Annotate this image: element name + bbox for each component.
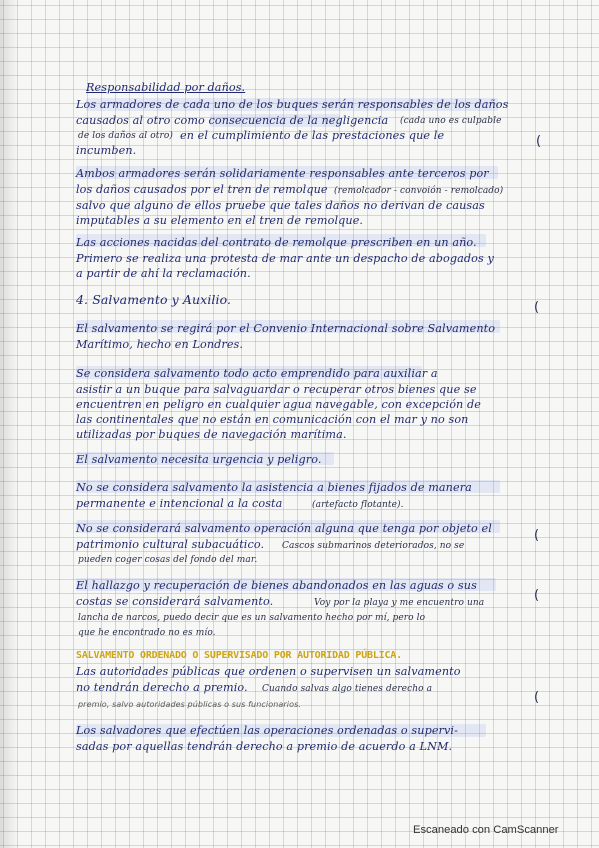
text-line: asistir a un buque para salvaguardar o recuperar otros bienes que se — [76, 383, 477, 396]
pen-annotation: que he encontrado no es mío. — [78, 628, 216, 638]
text-line: a partir de ahí la reclamación. — [76, 267, 251, 280]
text-line: El salvamento se regirá por el Convenio Internacional sobre Salvamento — [76, 322, 496, 335]
margin-bracket-mark: ( — [534, 528, 540, 543]
text-line: costas se considerará salvamento. — [76, 595, 274, 608]
pen-annotation: (cada uno es culpable — [400, 116, 502, 126]
text-line: no tendrán derecho a premio. — [76, 681, 248, 694]
text-line: No se considera salvamento la asistencia a bienes fijados de manera — [76, 481, 472, 494]
pen-annotation: Voy por la playa y me encuentro una — [314, 598, 485, 608]
text-line: las continentales que no están en comunicación con el mar y no son — [76, 413, 469, 426]
text-line: Las acciones nacidas del contrato de remolque prescriben en un año. — [76, 236, 477, 249]
text-line: Primero se realiza una protesta de mar ante un despacho de abogados y — [76, 252, 494, 265]
margin-bracket-mark: ( — [534, 690, 540, 705]
text-line: imputables a su elemento en el tren de remolque. — [76, 214, 364, 227]
text-line: salvo que alguno de ellos pruebe que tales daños no derivan de causas — [76, 199, 485, 212]
text-line: sadas por aquellas tendrán derecho a premio de acuerdo a LNM. — [76, 740, 453, 753]
text-line: Las autoridades públicas que ordenen o supervisen un salvamento — [76, 665, 461, 678]
text-line: Los salvadores que efectúen las operaciones ordenadas o supervi- — [76, 724, 458, 737]
margin-bracket-mark: ( — [536, 134, 542, 149]
text-line: Se considera salvamento todo acto emprendido para auxiliar a — [76, 367, 438, 380]
page-edge-shadow — [0, 0, 18, 848]
text-line: Marítimo, hecho en Londres. — [76, 338, 244, 351]
text-line: permanente e intencional a la costa — [76, 497, 283, 510]
margin-bracket-mark: ( — [534, 588, 540, 603]
pen-annotation: (artefacto flotante). — [312, 500, 404, 510]
scanner-watermark: Escaneado con CamScanner — [413, 824, 559, 836]
highlighted-heading: SALVAMENTO ORDENADO O SUPERVISADO POR AUTORIDAD PÚBLICA. — [76, 650, 402, 661]
pen-annotation: (remolcador - convoión - remolcado) — [334, 186, 504, 196]
text-line: El hallazgo y recuperación de bienes abandonados en las aguas o sus — [76, 579, 477, 592]
text-line: encuentren en peligro en cualquier agua navegable, con excepción de — [76, 398, 481, 411]
text-line: incumben. — [76, 144, 137, 157]
margin-bracket-mark: ( — [534, 300, 540, 315]
pen-annotation: Cuando salvas algo tienes derecho a — [262, 684, 433, 694]
text-line: El salvamento necesita urgencia y peligro. — [76, 453, 322, 466]
section-title: Responsabilidad por daños. — [86, 81, 246, 94]
text-line: en el cumplimiento de las prestaciones que le — [180, 129, 445, 142]
text-line: causados al otro como consecuencia de la negligencia — [76, 114, 389, 127]
text-line: Ambos armadores serán solidariamente responsables ante terceros por — [76, 167, 489, 180]
text-line: Los armadores de cada uno de los buques serán responsables de los daños — [76, 98, 509, 111]
pen-annotation: pueden coger cosas del fondo del mar. — [78, 555, 258, 565]
pen-annotation: lancha de narcos, puedo decir que es un salvamento hecho por mí, pero lo — [78, 613, 426, 623]
pen-annotation: Cascos submarinos deteriorados, no se — [282, 541, 465, 551]
section-heading: 4. Salvamento y Auxilio. — [76, 292, 232, 307]
text-line: patrimonio cultural subacuático. — [76, 538, 265, 551]
text-line: los daños causados por el tren de remolque — [76, 183, 328, 196]
text-line: No se considerará salvamento operación alguna que tenga por objeto el — [76, 522, 492, 535]
pencil-annotation: premio, salvo autoridades públicas o sus funcionarios. — [78, 700, 301, 709]
text-line: utilizadas por buques de navegación marítima. — [76, 428, 347, 441]
pen-annotation: de los daños al otro) — [78, 131, 174, 141]
